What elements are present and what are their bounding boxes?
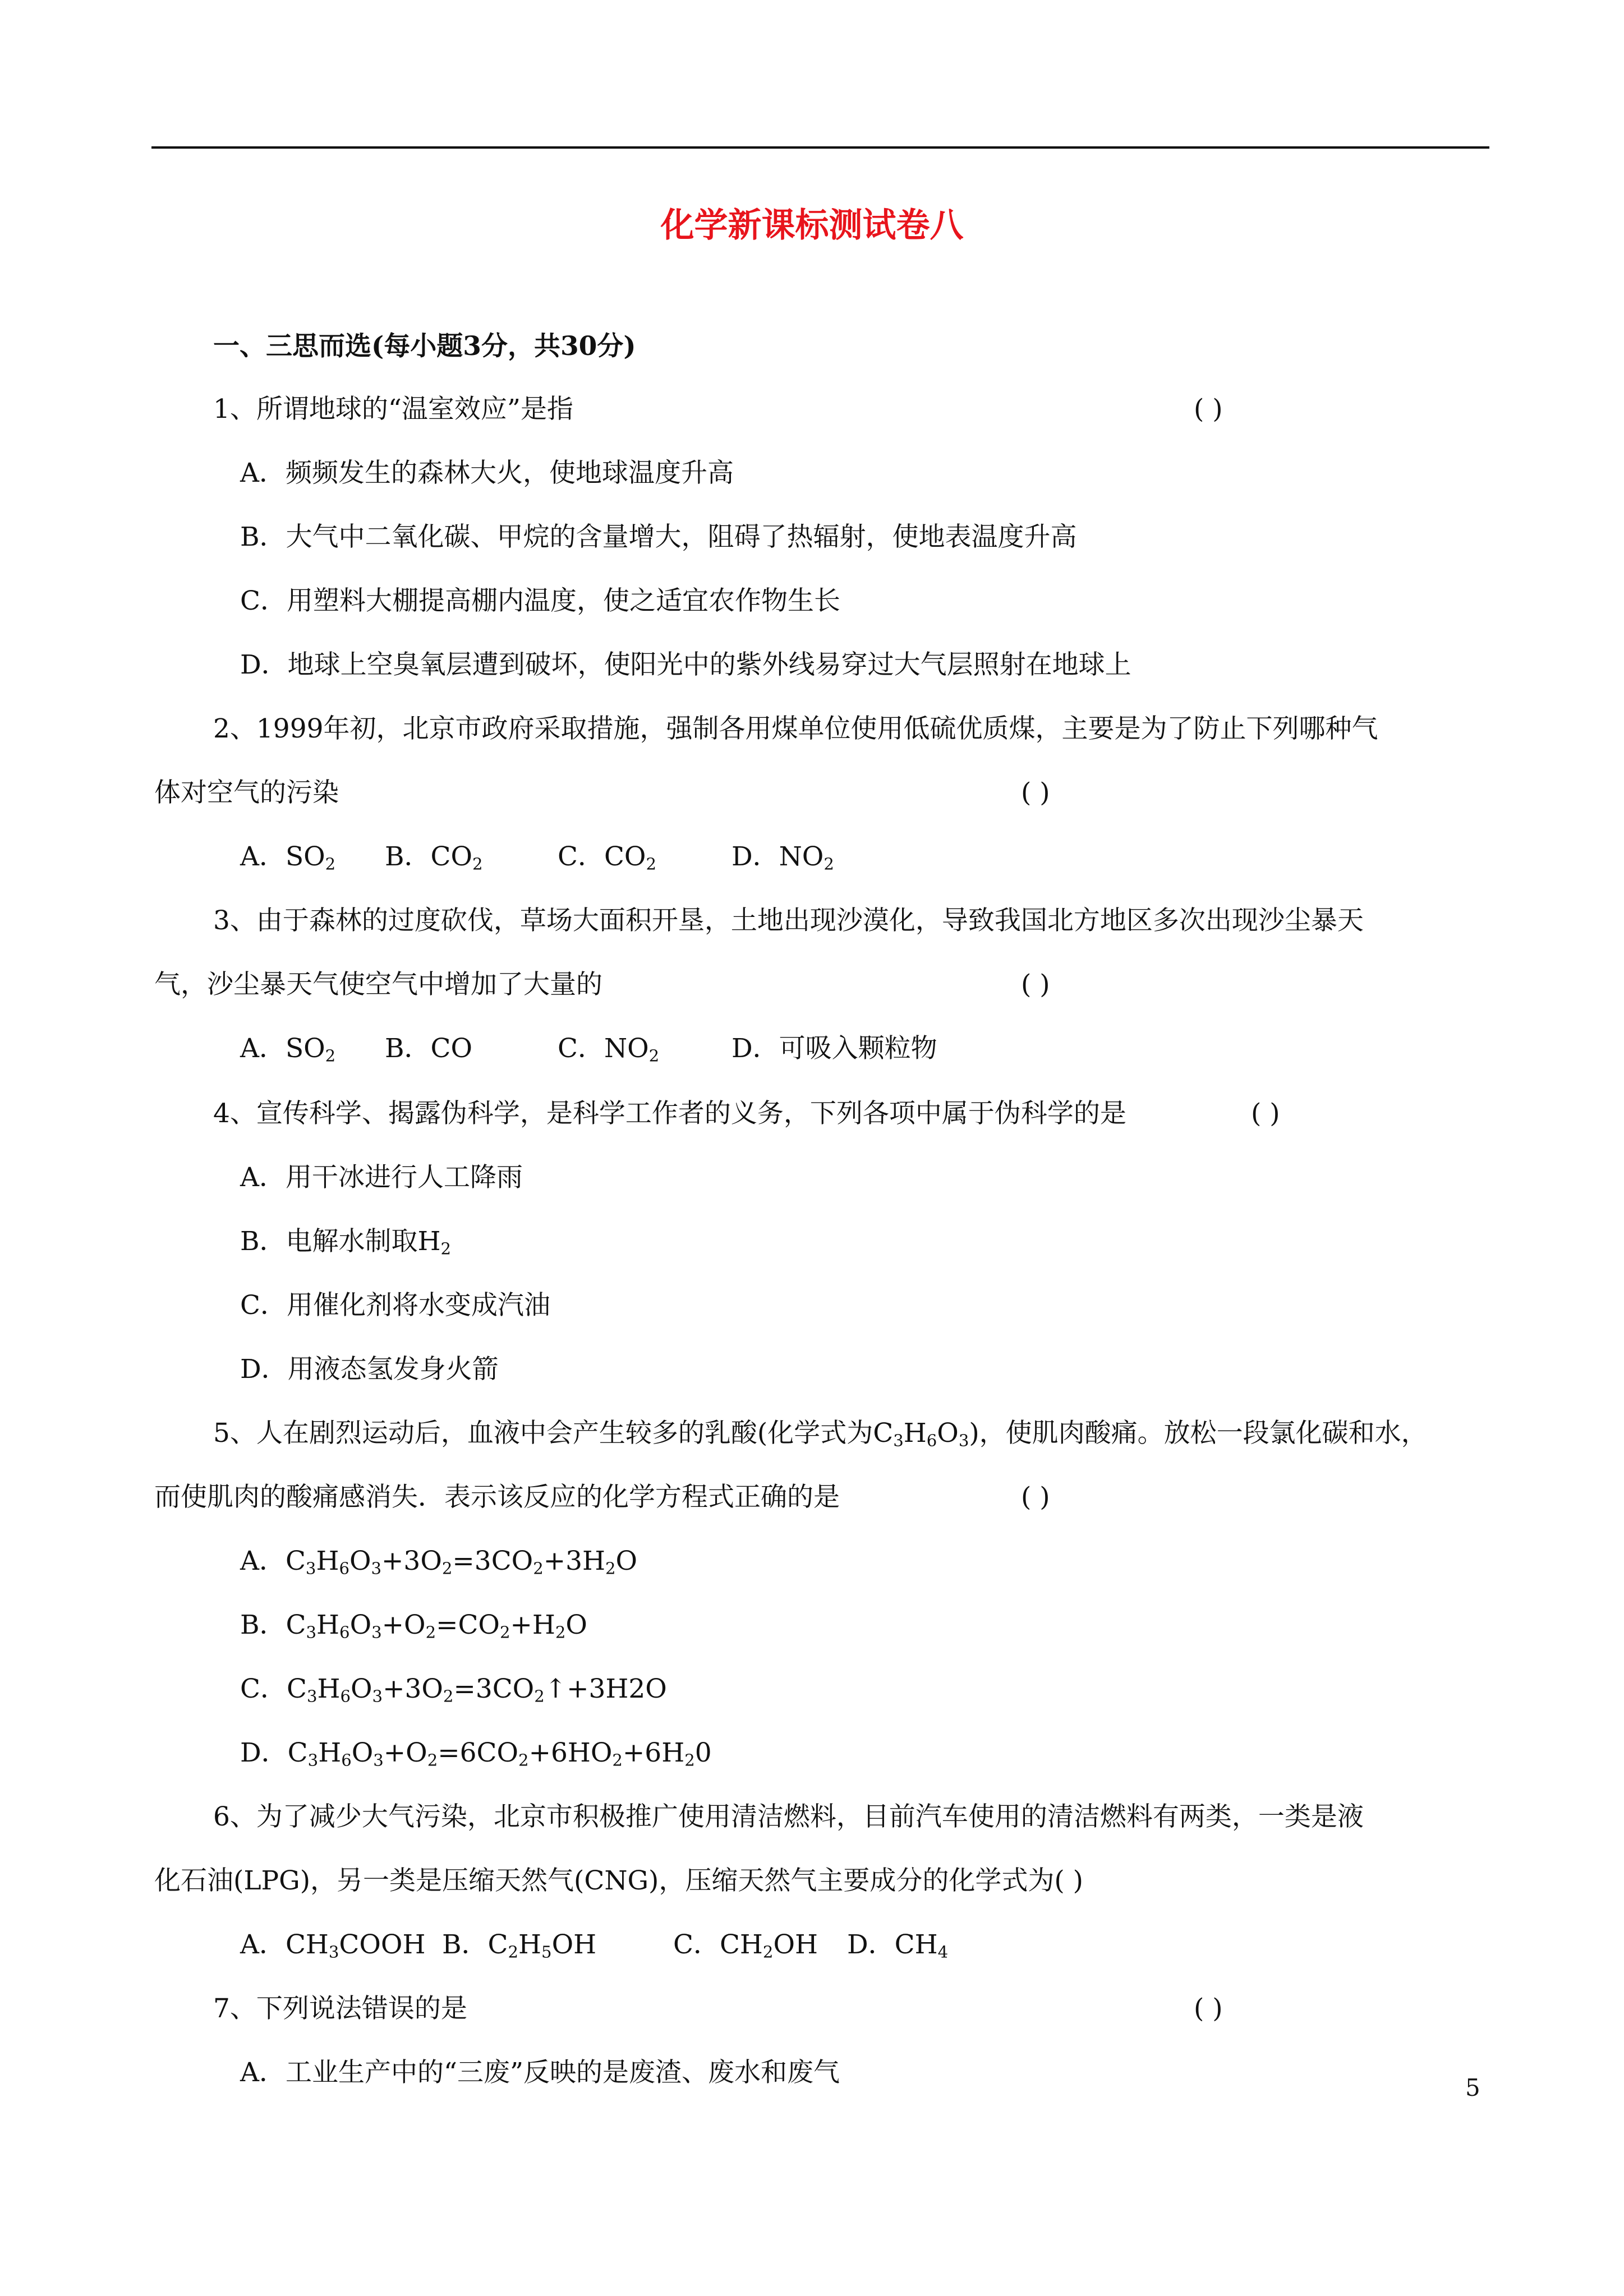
- q2-stem-line2: 体对空气的污染: [154, 777, 339, 808]
- q5-stem-line2: 而使肌肉的酸痛感消失．表示该反应的化学方程式正确的是: [154, 1482, 840, 1513]
- q4-option-d: D．用液态氢发身火箭: [240, 1354, 499, 1385]
- q5-option-a: A．$C_3H_6O_3+3O_2=3CO_2+3H_2O$: [240, 1546, 638, 1578]
- q2-option-a: A．$SO_2$: [240, 841, 336, 874]
- section-heading: 一、三思而选(每小题3分，共30分): [213, 331, 636, 362]
- q2-option-c: C．$CO_2$: [558, 841, 656, 874]
- q2-stem-line1: 2、1999年初，北京市政府采取措施，强制各用煤单位使用低硫优质煤，主要是为了防止下列哪种气: [213, 713, 1378, 744]
- q3-options: [240, 1035, 1025, 1069]
- q2-options: [240, 843, 913, 877]
- q1-stem: 1、所谓地球的“温室效应”是指: [213, 394, 573, 425]
- q6-option-a: A．$CH_3COOH$: [240, 1929, 426, 1962]
- q4-answer-paren: ( ): [1251, 1098, 1280, 1129]
- q2-option-d: D．$NO_2$: [732, 841, 834, 874]
- q3-option-d: D．可吸入颗粒物: [732, 1033, 937, 1064]
- q7-option-a: A．工业生产中的“三废”反映的是废渣、废水和废气: [240, 2057, 840, 2088]
- q3-option-c: C．$NO_2$: [558, 1033, 660, 1066]
- q6-option-c: C．$CH_2OH$: [673, 1929, 818, 1962]
- q1-option-c: C．用塑料大棚提高棚内温度，使之适宜农作物生长: [240, 585, 840, 616]
- header-rule: [151, 146, 1489, 149]
- q3-option-a: A．$SO_2$: [240, 1033, 336, 1066]
- q3-answer-paren: ( ): [1021, 969, 1050, 1000]
- q4-stem: 4、宣传科学、揭露伪科学，是科学工作者的义务，下列各项中属于伪科学的是: [213, 1098, 1126, 1129]
- q6-stem-line2: 化石油(LPG)，另一类是压缩天然气(CNG)，压缩天然气主要成分的化学式为( ): [154, 1865, 1083, 1896]
- q7-stem: 7、下列说法错误的是: [213, 1993, 467, 2024]
- q1-answer-paren: ( ): [1194, 394, 1223, 425]
- q5-stem-line1: 5、人在剧烈运动后，血液中会产生较多的乳酸(化学式为$C_3H_6O_3$)，使肌肉酸痛。放松一段氯化碳和水，: [213, 1418, 1428, 1450]
- q6-stem-line1: 6、为了减少大气污染，北京市积极推广使用清洁燃料，目前汽车使用的清洁燃料有两类，一类是液: [213, 1801, 1364, 1832]
- q1-option-d: D．地球上空臭氧层遭到破坏，使阳光中的紫外线易穿过大气层照射在地球上: [240, 649, 1131, 680]
- q1-option-b: B．大气中二氧化碳、甲烷的含量增大，阻碍了热辐射，使地表温度升高: [240, 522, 1077, 552]
- q4-option-c: C．用催化剂将水变成汽油: [240, 1290, 550, 1321]
- q6-option-d: D．$CH_4$: [847, 1929, 949, 1962]
- q4-option-a: A．用干冰进行人工降雨: [240, 1162, 523, 1193]
- q3-stem-line1: 3、由于森林的过度砍伐，草场大面积开垦，土地出现沙漠化，导致我国北方地区多次出现沙尘暴天: [213, 905, 1364, 936]
- q6-options: [240, 1931, 1025, 1965]
- q2-answer-paren: ( ): [1021, 777, 1050, 808]
- page-title: 化学新课标测试卷八: [660, 206, 964, 245]
- q4-option-b: B．电解水制取$H_2$: [240, 1226, 452, 1258]
- q5-option-b: B．$C_3H_6O_3+O_2=CO_2+H_2O$: [240, 1610, 587, 1642]
- q5-option-d: D．$C_3H_6O_3+O_2=6CO_2+6HO_2+6H_20$: [240, 1737, 712, 1770]
- q6-option-b: B．$C_2H_5OH$: [442, 1929, 597, 1962]
- q3-option-b: B．CO: [385, 1033, 473, 1064]
- q2-option-b: B．$CO_2$: [385, 841, 483, 874]
- q3-stem-line2: 气，沙尘暴天气使空气中增加了大量的: [154, 969, 602, 1000]
- q1-option-a: A．频频发生的森林大火，使地球温度升高: [240, 458, 734, 488]
- q5-answer-paren: ( ): [1021, 1482, 1050, 1513]
- q7-answer-paren: ( ): [1194, 1993, 1223, 2024]
- page-number: 5: [1465, 2074, 1480, 2101]
- q5-option-c: C．$C_3H_6O_3+3O_2=3CO_2↑+3H2O$: [240, 1673, 667, 1706]
